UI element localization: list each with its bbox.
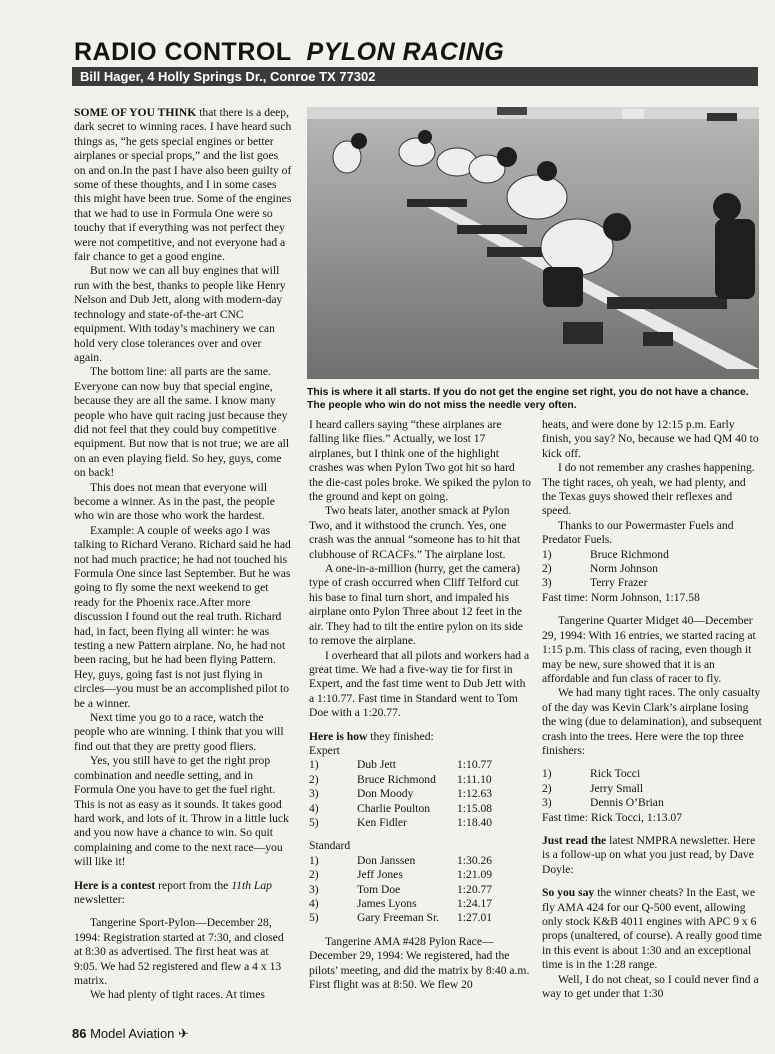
paragraph: Well, I do not cheat, so I could never find a way to get under that 1:30 xyxy=(542,972,759,1001)
standard-results-table xyxy=(309,854,517,926)
result-name: Jerry Small xyxy=(590,781,644,795)
paragraph: The bottom line: all parts are the same. Everyone can now buy that special engine, because they are all the same. I know many people who have quit racing just because they did not feel that they could buy competitive equipment. But now that is not true; we are all on an even playing field. So hey, guys, come on back! xyxy=(74,365,290,480)
result-time: 1:30.26 xyxy=(457,853,493,867)
paragraph: Yes, you still have to get the right prop combination and needle setting, and in Formula One you have to get the fuel right. This is not as easy as it sounds. It takes good hard work, and lots of it. Throw in a little luck and you now have a chance to win. So quit complaining and come to the next race—you will like it! xyxy=(74,754,289,869)
result-row xyxy=(309,911,517,925)
paragraph: Two heats later, another smack at Pylon Two, and it withstood the crunch. Yes, one crash was the annual “someone has to hit that clubhouse of RCACFs.” The airplane lost. xyxy=(309,504,521,561)
result-place: 4) xyxy=(309,897,319,910)
title-sub: PYLON RACING xyxy=(306,38,505,66)
paragraph: But now we can all buy engines that will run with the best, thanks to people like Henry Nelson and Dub Jett, along with modern-day technology and state-of-the-art CNC equipment. With today’s machinery we can hold very close tolerances over and over again. xyxy=(74,264,286,364)
result-place: 2) xyxy=(542,781,552,795)
article-title xyxy=(74,38,504,67)
lead-in: Just read the xyxy=(542,833,607,847)
paragraph: Tangerine Sport-Pylon—December 28, 1994: Registration started at 7:30, and closed at 8:30 as advertised. The first heat was at 9:05. We had 52 registered and flew a 4 x 13 matrix. xyxy=(74,916,284,987)
result-row xyxy=(309,787,517,801)
result-time: 1:20.77 xyxy=(457,882,493,896)
fuel-race-results xyxy=(542,548,740,591)
class-label: Expert xyxy=(309,743,340,757)
result-row xyxy=(309,758,517,772)
result-name: Rick Tocci xyxy=(590,767,641,781)
magazine-name: Model Aviation xyxy=(90,1026,175,1041)
result-place: 4) xyxy=(309,801,319,815)
result-row xyxy=(542,782,740,796)
title-main: RADIO CONTROL xyxy=(74,38,292,66)
paragraph: that there is a deep, dark secret to winning races. I have heard such things as, “he gets special engines or better airplanes or special props,” and the list goes on and on.In the past I have also been guilty of some of these thoughts, and I in some cases this might have been true. Some of the engines that we had to use in Formula One were so touchy that if everything was not perfect they were not competitive, and not everyone had a fair chance to get a good engine. xyxy=(74,106,292,264)
photo-caption: This is where it all starts. If you do not get the engine set right, you do not have a chance. The people who win do not miss the needle very often. xyxy=(307,387,749,411)
column-1: SOME OF YOU THINK that there is a deep, dark secret to winning races. I have heard such things as, “he gets special engines or better airplanes or special props,” and the list goes on and on.In the past I have also been guilty of some of these thoughts, and I in some cases this might have been true. Some of the engines that we had to use in Formula One were so touchy that if everything was not perfect they were not competitive, and not everyone had a fair chance to get a good engine. But now we can all buy engines that will run with the best, thanks to people like Henry Nelson and Dub Jett, along with modern-day technology and state-of-the-art CNC equipment. With today’s machinery we can hold very close tolerances over and over again. The bottom line: all parts are the same. Everyone can now buy that special engine, because they are all the same. I know many people who have quit racing just because they did not feel that they could buy competitive equipment. But now that is not true; we are all on an even playing field. So hey, guys, come on back! This does not mean that everyone will become a winner. As in the past, the people who win are those who work the hardest. Example: A couple of weeks ago I was talking to Richard Verano. Richard said he had not had much practice; he had not touched his Formula One since last September. But he was going to fly some the next weekend to get ready for the Phoenix race.After more discussion I found out the real truth. Richard had, in fact, been flying all winter: he was testing a new Pattern airplane. No, he had not been racing, but he had been flying Pattern. Hey, guys, going fast is not just flying in circles—you must be an accomplished pilot to be a winner. Next time you go to a race, watch the people who are winning. I think that you will find out that they are pretty good fliers. Yes, you still have to get the right prop combination and needle setting, and in Formula One you have to get the fuel right. This is not as easy as it sounds. It takes good hard work, and lots of it. Throw in a little luck and you now have a chance to win. So quit complaining and come to the next race—you will like it! Here is a contest report from the 11th Lap newsletter: Tangerine Sport-Pylon—December 28, 1994: Registration started at 7:30, and closed at 8:30 as advertised. The first heat was at 9:05. We had 52 registered and flew a 4 x 13 matrix. We had plenty of tight races. At times xyxy=(74,106,292,1002)
result-time: 1:24.17 xyxy=(457,897,493,910)
paragraph: I overheard that all pilots and workers had a great time. We had a five-way tie for first in Expert, and the fast time went to Dub Jett with a 1:10.77. Fast time in Standard went to Tom Doe with a 1:20.77. xyxy=(309,648,530,720)
page-number: 86 xyxy=(72,1026,87,1041)
result-name: Charlie Poulton xyxy=(357,801,431,815)
paragraph: Thanks to our Powermaster Fuels and Predator Fuels. xyxy=(542,518,734,547)
lead-in: Here is a contest xyxy=(74,878,156,892)
result-place: 3) xyxy=(309,882,319,896)
result-name: Don Janssen xyxy=(357,853,416,867)
result-place: 1) xyxy=(542,547,552,561)
result-name: Terry Frazer xyxy=(590,576,648,590)
result-time: 1:12.63 xyxy=(457,787,493,801)
result-place: 5) xyxy=(309,911,319,925)
result-place: 1) xyxy=(309,853,319,867)
fast-time: Fast time: Norm Johnson, 1:17.58 xyxy=(542,590,700,604)
result-name: Bruce Richmond xyxy=(357,772,436,786)
result-time: 1:15.08 xyxy=(457,801,493,815)
result-row xyxy=(542,548,740,562)
result-place: 1) xyxy=(309,758,319,772)
race-photo xyxy=(307,107,759,379)
result-place: 2) xyxy=(309,868,319,882)
quarter-midget-results xyxy=(542,767,740,810)
result-time: 1:21.09 xyxy=(457,868,493,882)
result-time: 1:27.01 xyxy=(457,911,493,925)
result-row xyxy=(309,897,517,911)
result-row xyxy=(309,773,517,787)
lead-in: SOME OF YOU THINK xyxy=(74,106,197,119)
result-name: Don Moody xyxy=(357,787,414,801)
paragraph: Example: A couple of weeks ago I was talking to Richard Verano. Richard said he had not had much practice; he had not touched his Formula One since last September. But he was going to fly some the next weekend to get ready for the Phoenix race.After more discussion I found out the real truth. Richard had, in fact, been flying all winter: he was testing a new Pattern airplane. No, he had not been racing, but he had been flying Pattern. Hey, guys, going fast is not just flying in circles—you must be an accomplished pilot to be a winner. xyxy=(74,523,291,710)
result-name: Ken Fidler xyxy=(357,815,407,829)
paragraph: This does not mean that everyone will become a winner. As in the past, the people who win are those who work the hardest. xyxy=(74,480,275,523)
result-time: 1:11.10 xyxy=(457,772,492,786)
paragraph: We had many tight races. The only casualty of the day was Kevin Clark’s airplane losing the wing (due to delamination), and subsequent crash into the trees. Here were the top three finishers: xyxy=(542,686,762,757)
pit-crew-illustration xyxy=(307,107,759,379)
page-footer xyxy=(72,1026,189,1042)
result-place: 3) xyxy=(542,576,552,590)
airplane-icon: ✈ xyxy=(178,1026,189,1041)
result-time: 1:18.40 xyxy=(457,815,493,829)
paragraph: A one-in-a-million (hurry, get the camera) type of crash occurred when Cliff Telford cut his base to final turn short, and impaled his airplane onto Pylon Three about 12 feet in the air. They had to tilt the entire pylon on its side to remove the airplane. xyxy=(309,562,523,648)
column-2: I heard callers saying “these airplanes are falling like flies.” Actually, we lost 17 airplanes, but I think one of the highlight crashes was when Pylon Two got hit so hard the die-cast poles broke. We spiked the pylon to the ground and kept on going. Two heats later, another smack at Pylon Two, and it withstood the crunch. Yes, one crash was the annual “someone has to hit that clubhouse of RCACFs.” The airplane lost. A one-in-a-million (hurry, get the camera) type of crash occurred when Cliff Telford cut his base to final turn short, and impaled his airplane onto Pylon Three about 12 feet in the air. They had to tilt the entire pylon on its side to remove the airplane. I overheard that all pilots and workers had a great time. We had a five-way tie for first in Expert, and the fast time went to Dub Jett with a 1:10.77. Fast time in Standard went to Tom Doe with a 1:20.77. Here is how they finished: Expert 1) Dub Jett 1:10.77 2) Bruce Richmond 1:11.10 3) Don Moody 1:12.63 4) Charlie Poulton 1:15.08 5) Ken Fidler 1:18.40 Standard 1) Don Janssen 1:30.26 2) Jeff Jones 1:21.09 3) Tom Doe 1:20.77 4) James Lyons 1:24.17 5) Gary Freeman Sr. 1:27.01 Tangerine AMA #428 Pylon Race—December 29, 1994: We registered, had the pilots’ meeting, and did the matrix by 8:40 a.m. First flight was at 8:50. We flew 20 xyxy=(309,418,531,992)
result-name: James Lyons xyxy=(357,897,417,910)
result-row xyxy=(309,883,517,897)
result-name: Gary Freeman Sr. xyxy=(357,911,440,925)
result-time: 1:10.77 xyxy=(457,758,493,772)
lead-in: So you say xyxy=(542,886,595,900)
expert-results-table xyxy=(309,758,517,830)
newsletter-title: 11th Lap xyxy=(231,878,272,892)
paragraph: I heard callers saying “these airplanes are falling like flies.” Actually, we lost 17 airplanes, but I think one of the highlight crashes was when Pylon Two got hit so hard the die-cast poles broke. We spiked the pylon to the ground and kept on going. xyxy=(309,418,531,504)
result-place: 3) xyxy=(309,787,319,801)
paragraph: I do not remember any crashes happening. The tight races, oh yeah, we had plenty, and the Texas guys showed their reflexes and speed. xyxy=(542,461,755,518)
result-place: 2) xyxy=(542,562,552,576)
paragraph: Next time you go to a race, watch the people who are winning. I think that you will find out that they are pretty good fliers. xyxy=(74,711,284,753)
paragraph: We had plenty of tight races. At times xyxy=(90,988,265,1002)
result-row xyxy=(542,767,740,781)
result-name: Bruce Richmond xyxy=(590,547,669,561)
result-row xyxy=(309,816,517,830)
result-place: 1) xyxy=(542,767,552,781)
result-name: Norm Johnson xyxy=(590,562,658,576)
fast-time: Fast time: Rick Tocci, 1:13.07 xyxy=(542,810,683,824)
lead-in: Here is how xyxy=(309,729,368,743)
result-name: Jeff Jones xyxy=(357,868,403,882)
paragraph: Tangerine Quarter Midget 40—December 29, 1994: With 16 entries, we started racing at 1:15 p.m. This class of racing, even though it may be new, sure showed that it is an affordable and fun class of racer to fly. xyxy=(542,614,756,685)
result-row xyxy=(309,868,517,882)
result-row xyxy=(309,854,517,868)
result-place: 2) xyxy=(309,772,319,786)
paragraph: heats, and were done by 12:15 p.m. Early finish, you say? No, because we had QM 40 to kick off. xyxy=(542,418,759,460)
result-row xyxy=(542,796,740,810)
column-3: heats, and were done by 12:15 p.m. Early finish, you say? No, because we had QM 40 to kick off. I do not remember any crashes happening. The tight races, oh yeah, we had plenty, and the Texas guys showed their reflexes and speed. Thanks to our Powermaster Fuels and Predator Fuels. 1) Bruce Richmond 2) Norm Johnson 3) Terry Frazer Fast time: Norm Johnson, 1:17.58 Tangerine Quarter Midget 40—December 29, 1994: With 16 entries, we started racing at 1:15 p.m. This class of racing, even though it may be new, sure showed that it is an affordable and fun class of racer to fly. We had many tight races. The only casualty of the day was Kevin Clark’s airplane losing the wing (due to delamination), and subsequent crash into the trees. Here were the top three finishers: 1) Rick Tocci 2) Jerry Small 3) Dennis O’Brian Fast time: Rick Tocci, 1:13.07 Just read the latest NMPRA newsletter. Here is a follow-up on what you just read, by Dave Doyle: So you say the winner cheats? In the East, we fly AMA 424 for our Q-500 event, allowing only stock K&B 4011 engines with APC 9 x 6 props (unaltered, of course). A really good time in this event is about 1:30 and an exceptional time is in the 1:28 range. Well, I do not cheat, so I could never find a way to get under that 1:30 xyxy=(542,418,762,1001)
result-row xyxy=(542,576,740,590)
result-name: Tom Doe xyxy=(357,882,401,896)
author-byline: Bill Hager, 4 Holly Springs Dr., Conroe TX 77302 xyxy=(72,67,758,86)
class-label: Standard xyxy=(309,839,351,853)
result-place: 5) xyxy=(309,815,319,829)
result-place: 3) xyxy=(542,796,552,810)
paragraph: Tangerine AMA #428 Pylon Race—December 29, 1994: We registered, had the pilots’ meeting, and did the matrix by 8:40 a.m. First flight was at 8:50. We flew 20 xyxy=(309,934,530,992)
result-name: Dennis O’Brian xyxy=(590,796,664,810)
result-row xyxy=(542,562,740,576)
result-name: Dub Jett xyxy=(357,758,396,772)
result-row xyxy=(309,802,517,816)
